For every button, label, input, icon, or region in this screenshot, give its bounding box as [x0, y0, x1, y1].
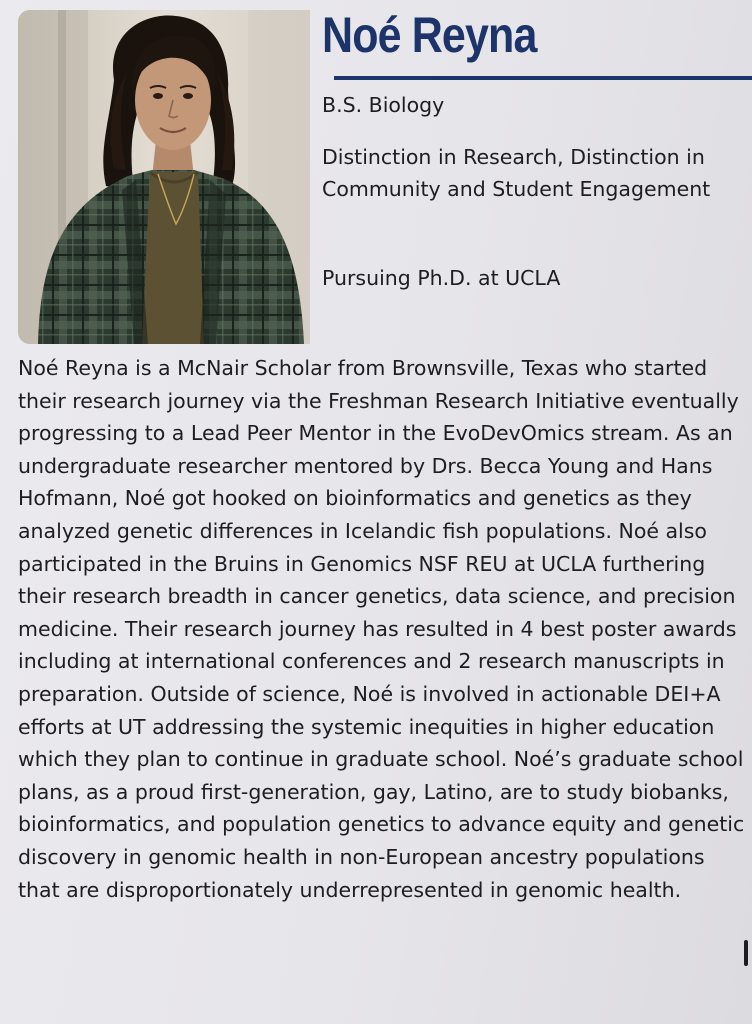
page-edge-mark	[744, 940, 748, 966]
graduate-plans-text: Pursuing Ph.D. at UCLA	[322, 266, 561, 290]
title-divider	[334, 76, 752, 80]
biography-paragraph: Noé Reyna is a McNair Scholar from Brownsville, Texas who started their research journey via the Freshman Research Initiative eventually progressing to a Lead Peer Mentor in the EvoDevOmics stream. As an undergraduate researcher mentored by Drs. Becca Young and Hans Hofmann, Noé got hooked on bioinformatics and genetics as they analyzed genetic differences in Icelandic fish populations. Noé also participated in the Bruins in Genomics NSF REU at UCLA furthering their research breadth in cancer genetics, data science, and precision medicine. Their research journey has resulted in 4 best poster awards including at international conferences and 2 research manuscripts in preparation. Outside of science, Noé is involved in actionable DEI+A efforts at UT addressing the systemic inequities in higher education which they plan to continue in graduate school. Noé’s graduate school plans, as a proud first-generation, gay, Latino, are to study biobanks, bioinformatics, and population genetics to advance equity and genetic discovery in genomic health in non-European ancestry populations that are disproportionately underrepresented in genomic health.	[18, 356, 745, 902]
degree-text: B.S. Biology	[322, 93, 445, 117]
portrait-photo	[18, 10, 310, 344]
student-name: Noé Reyna	[322, 7, 537, 63]
distinctions-text: Distinction in Research, Distinction in Community and Student Engagement	[322, 145, 711, 201]
